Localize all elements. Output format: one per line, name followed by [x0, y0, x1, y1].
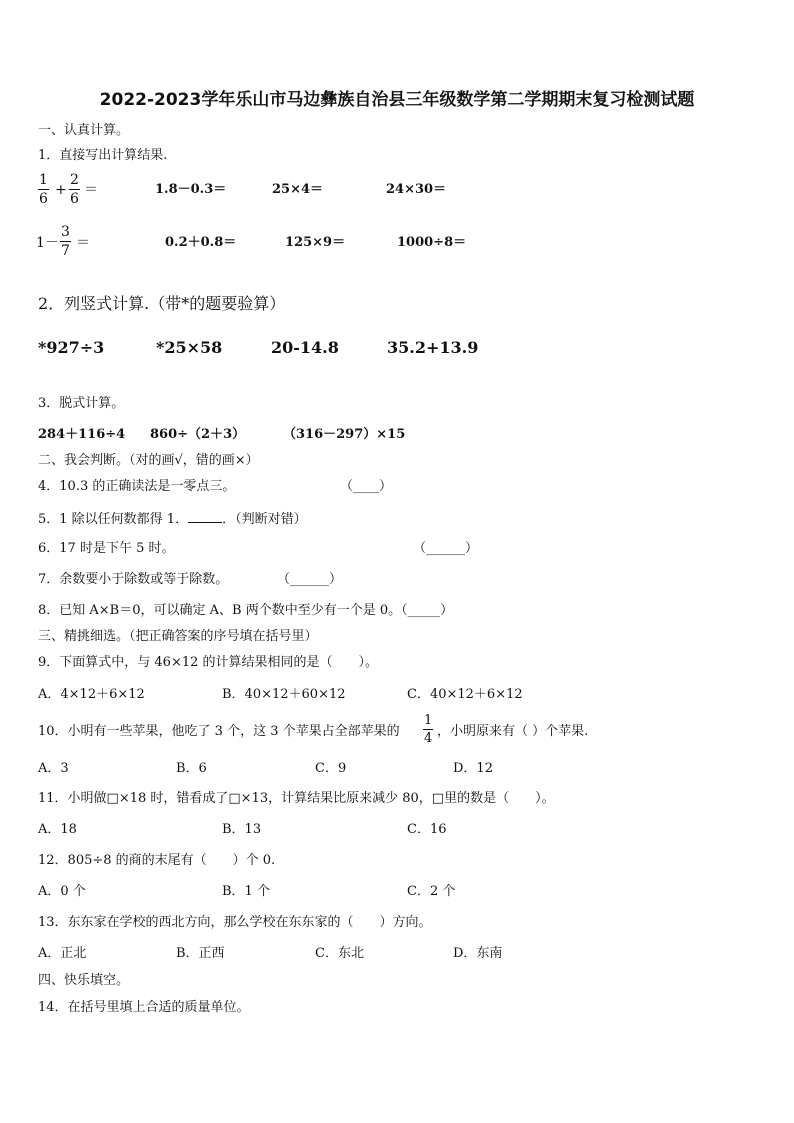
choice-option[interactable]: B．6 [176, 761, 207, 776]
fraction-bar [423, 729, 433, 730]
question-11-text: 11．小明做□×18 时，错看成了□×13，计算结果比原来减少 80，□里的数是（ ）。 [38, 791, 555, 806]
fraction-two-sixths [69, 173, 80, 206]
choice-option[interactable]: B．13 [222, 822, 262, 837]
question-12-text: 12．805÷8 的商的末尾有（ ）个 0. [38, 853, 276, 868]
plus-sign: + [55, 182, 67, 198]
choice-option[interactable]: B．正西 [176, 946, 225, 961]
fraction-one-sixth [38, 173, 49, 206]
question-10-text: 10．小明有一些苹果，他吃了 3 个，这 3 个苹果占全部苹果的 [38, 724, 400, 739]
choice-option[interactable]: B．40×12＋60×12 [222, 687, 346, 702]
choice-option[interactable]: A．0 个 [38, 884, 86, 899]
calc-item: 24×30＝ [386, 182, 447, 197]
answer-bracket: （____） [340, 479, 393, 494]
question-5-text: 5．1 除以任何数都得 1． [38, 512, 189, 527]
vertical-calc-item: *927÷3 [38, 338, 105, 357]
choice-option[interactable]: C．9 [315, 761, 347, 776]
choice-option[interactable]: A．正北 [38, 946, 87, 961]
section-heading-4: 四、快乐填空。 [38, 973, 130, 988]
choice-option[interactable]: C．2 个 [407, 884, 456, 899]
fraction-bar [69, 189, 80, 190]
question-7-text: 7．余数要小于除数或等于除数。 [38, 572, 229, 587]
choice-option[interactable]: A．18 [38, 822, 77, 837]
choice-option[interactable]: D．东南 [453, 946, 503, 961]
question-14-text: 14．在括号里填上合适的质量单位。 [38, 1000, 250, 1015]
page-title: 2022-2023学年乐山市马边彝族自治县三年级数学第二学期期末复习检测试题 [99, 90, 695, 110]
stepwise-calc-item: （316－297）×15 [283, 427, 406, 442]
choice-option[interactable]: A．4×12＋6×12 [38, 687, 145, 702]
calc-item: 1.8－0.3＝ [155, 182, 227, 197]
question-6-text: 6．17 时是下午 5 时。 [38, 541, 175, 556]
question-10-suffix: ，小明原来有（ ）个苹果. [437, 724, 589, 739]
choice-option[interactable]: D．12 [453, 761, 493, 776]
question-1-label: 1．直接写出计算结果. [38, 148, 168, 163]
fraction-numerator: 1 [424, 713, 433, 728]
choice-option[interactable]: C．40×12＋6×12 [407, 687, 523, 702]
calc-item: 1000÷8＝ [397, 235, 467, 250]
calc-item: 125×9＝ [285, 235, 346, 250]
calc-item: 0.2＋0.8＝ [165, 235, 237, 250]
section-heading-3: 三、精挑细选。（把正确答案的序号填在括号里） [38, 629, 318, 644]
fraction-three-sevenths [60, 225, 71, 258]
vertical-calc-item: 20-14.8 [271, 338, 339, 357]
fraction-numerator: 1 [39, 172, 48, 188]
choice-option[interactable]: B．1 个 [222, 884, 270, 899]
choice-option[interactable]: C．东北 [315, 946, 364, 961]
question-2-label: 2．列竖式计算.（带*的题要验算） [38, 294, 286, 313]
choice-option[interactable]: C．16 [407, 822, 447, 837]
question-5-suffix: ．（判断对错） [222, 512, 307, 527]
question-3-label: 3．脱式计算。 [38, 396, 125, 411]
stepwise-calc-item: 284＋116÷4 [38, 427, 126, 442]
question-13-text: 13．东东家在学校的西北方向，那么学校在东东家的（ ）方向。 [38, 915, 432, 930]
calc-item: 25×4＝ [272, 182, 324, 197]
stepwise-calc-item: 860÷（2＋3） [150, 427, 246, 442]
fraction-one-quarter [423, 714, 433, 745]
vertical-calc-item: 35.2+13.9 [387, 338, 479, 357]
choice-option[interactable]: A．3 [38, 761, 69, 776]
section-heading-1: 一、认真计算。 [38, 123, 130, 138]
fraction-denominator: 6 [70, 191, 79, 207]
vertical-calc-item: *25×58 [156, 338, 223, 357]
fraction-bar [38, 189, 49, 190]
calc-lead: 1－ [36, 235, 59, 251]
equals-sign: ＝ [76, 235, 90, 251]
question-8-text: 8．已知 A×B＝0，可以确定 A、B 两个数中至少有一个是 0。（_____） [38, 603, 454, 618]
fraction-denominator: 6 [39, 191, 48, 207]
question-5 [38, 511, 307, 526]
fraction-denominator: 7 [61, 243, 70, 259]
answer-bracket: （______） [277, 572, 343, 587]
fraction-denominator: 4 [424, 731, 433, 746]
fraction-numerator: 2 [70, 172, 79, 188]
section-heading-2: 二、我会判断。（对的画√，错的画×） [38, 453, 259, 468]
equals-sign: ＝ [84, 182, 98, 198]
fraction-bar [60, 241, 71, 242]
question-4-text: 4．10.3 的正确读法是一零点三。 [38, 479, 236, 494]
answer-blank[interactable] [188, 511, 222, 523]
fraction-numerator: 3 [61, 224, 70, 240]
answer-bracket: （______） [413, 541, 479, 556]
question-9-text: 9．下面算式中，与 46×12 的计算结果相同的是（ ）。 [38, 655, 379, 670]
